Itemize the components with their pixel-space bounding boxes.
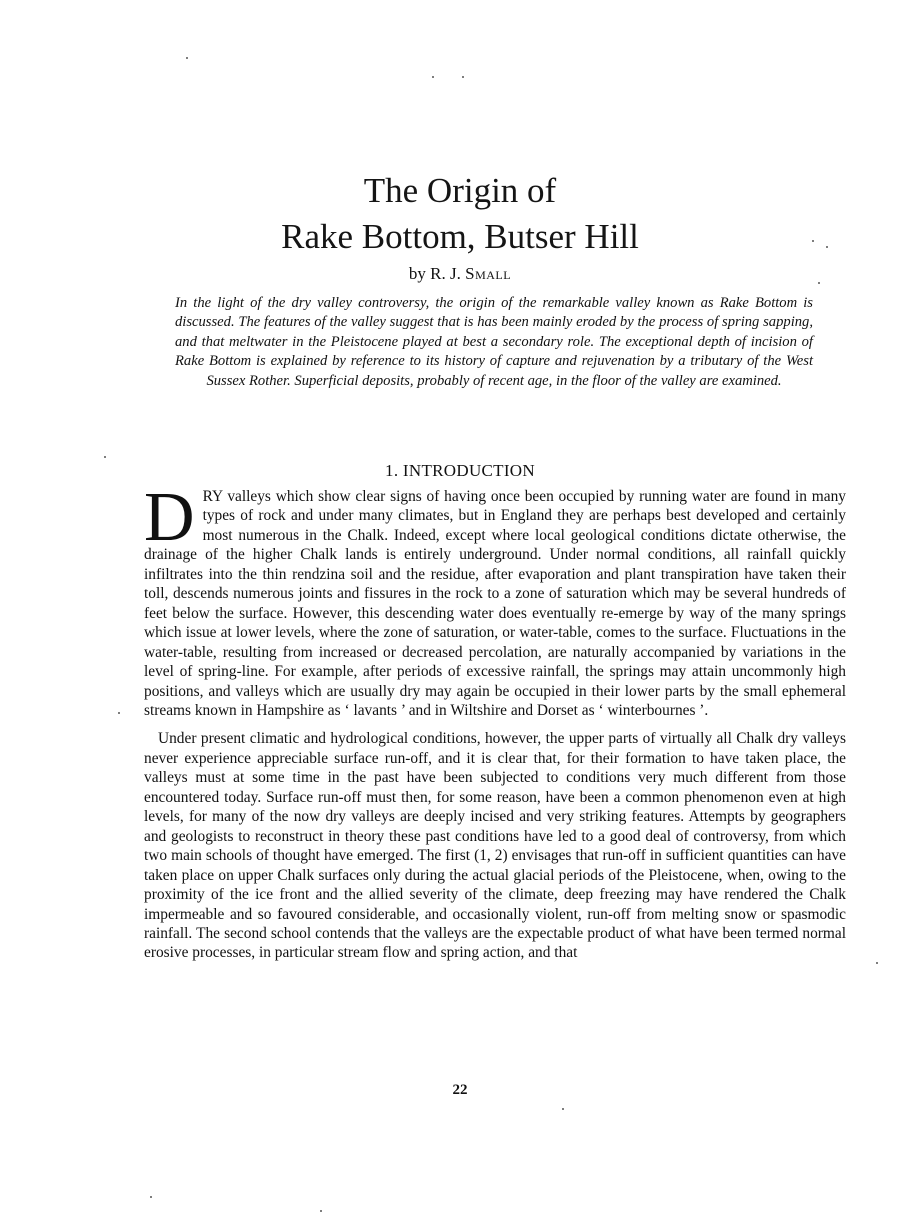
scan-speck bbox=[432, 76, 434, 78]
scan-speck bbox=[320, 1210, 322, 1212]
scan-speck bbox=[562, 1108, 564, 1110]
paragraph-2: Under present climatic and hydrological conditions, however, the upper parts of virtually all Chalk dry valleys never experience appreciable surface run-off, and it is clear that, for their formation to have taken place, the valleys must at some time in the past have been subjected to conditions very much different from those encountered today. Surface run-off must then, for some reason, have been a common phenomenon even at high levels, for many of the now dry valleys are deeply incised and very striking features. Attempts by geographers and geologists to reconstruct in theory these past conditions have led to a good deal of controversy, from which two main schools of thought have emerged. The first (1, 2) envisages that run-off in sufficient quantities can have taken place on upper Chalk surfaces only during the actual glacial periods of the Pleistocene, when, owing to the proximity of the ice front and the allied severity of the climate, deep freezing may have rendered the Chalk impermeable and so favoured considerable, and occasionally violent, run-off from melting snow or spasmodic rainfall. The second school contends that the valleys are the expectable product of what have been termed normal erosive processes, in particular stream flow and spring action, and that bbox=[144, 730, 846, 962]
page-number: 22 bbox=[452, 1082, 468, 1098]
paragraph-1 bbox=[144, 479, 846, 720]
drop-cap: D bbox=[144, 479, 195, 556]
scan-speck bbox=[104, 456, 106, 458]
scan-speck bbox=[818, 282, 820, 284]
scan-speck bbox=[462, 76, 464, 78]
scan-speck bbox=[186, 57, 188, 59]
scan-speck bbox=[812, 240, 814, 242]
author-surname: Small bbox=[465, 264, 512, 283]
body-text bbox=[144, 479, 846, 963]
title-line-1: The Origin of bbox=[363, 171, 557, 210]
title-line-2: Rake Bottom, Butser Hill bbox=[281, 217, 639, 256]
scan-speck bbox=[826, 246, 828, 248]
byline bbox=[0, 264, 920, 284]
paragraph-1-text: RY valleys which show clear signs of having once been occupied by running water are found in many types of rock and under many climates, but in England they are perhaps best developed and certainly most numerous in the Chalk. Indeed, except where local geological conditions dictate otherwise, the drainage of the higher Chalk lands is entirely underground. Under normal conditions, all rainfall quickly infiltrates into the thin rendzina soil and the residue, after evaporation and plant transpiration have taken their toll, descends numerous joints and fissures in the rock to a zone of saturation which may be several hundreds of feet below the surface. However, this descending water does eventually re-emerge by way of the many springs which issue at lower levels, where the zone of saturation, or water-table, comes to the surface. Fluctuations in the water-table, resulting from increased or decreased percolation, are naturally accompanied by variations in the level of spring-line. For example, after periods of excessive rainfall, the springs may attain uncommonly high positions, and valleys which are usually dry may again be occupied in their lower parts by the small ephemeral streams known in Hampshire as ‘ lavants ’ and in Wiltshire and Dorset as ‘ winterbournes ’. bbox=[144, 488, 846, 719]
article-title bbox=[0, 168, 920, 260]
scan-speck bbox=[150, 1196, 152, 1198]
scan-speck bbox=[118, 712, 120, 714]
byline-prefix: by R. J. bbox=[408, 264, 461, 283]
section-heading: 1. INTRODUCTION bbox=[385, 461, 535, 480]
scan-speck bbox=[876, 962, 878, 964]
abstract: In the light of the dry valley controversy, the origin of the remarkable valley known as Rake Bottom is discussed. The features of the valley suggest that is has been mainly eroded by the process of spring sapping, and that meltwater in the Pleistocene played at best a secondary role. The exceptional depth of incision of Rake Bottom is explained by reference to its history of capture and rejuvenation by a tributary of the West Sussex Rother. Superficial deposits, probably of recent age, in the floor of the valley are examined. bbox=[175, 295, 813, 389]
